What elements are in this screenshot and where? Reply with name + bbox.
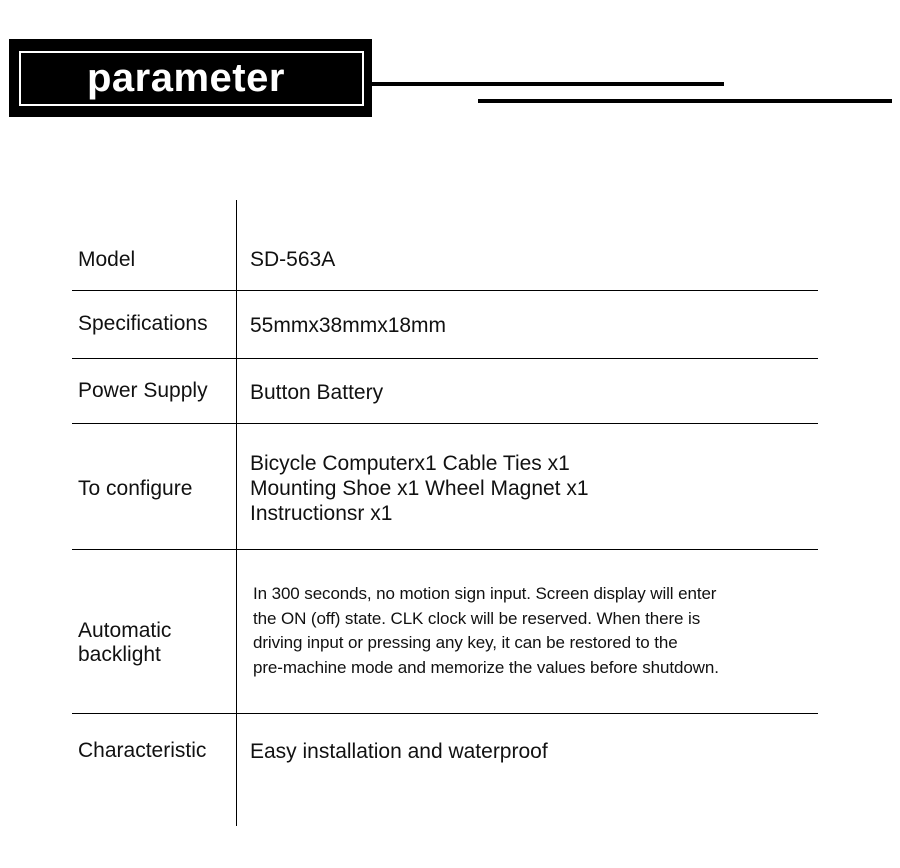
row-label: To configure bbox=[78, 477, 193, 500]
row-value: Button Battery bbox=[250, 381, 384, 404]
row-value: In 300 seconds, no motion sign input. Screen display will enter the ON (off) state. CLK clock will be reserved. When there is driving input or pressing any key, it can be restored to the pre-machine mode and memorize the values before shutdown. bbox=[253, 584, 719, 677]
table-row-characteristic bbox=[72, 714, 818, 826]
row-label: Power Supply bbox=[78, 379, 208, 402]
header-rule-lower bbox=[478, 99, 892, 103]
row-value: Easy installation and waterproof bbox=[250, 740, 548, 763]
row-label: Automatic backlight bbox=[78, 619, 172, 666]
header-banner-frame bbox=[19, 51, 364, 106]
row-value: Bicycle Computerx1 Cable Ties x1 Mounting Shoe x1 Wheel Magnet x1 Instructionsr x1 bbox=[250, 452, 589, 525]
table-row-power-supply bbox=[72, 359, 818, 423]
row-value: 55mmx38mmx18mm bbox=[250, 314, 447, 337]
row-label: Characteristic bbox=[78, 739, 207, 762]
row-label: Specifications bbox=[78, 312, 208, 335]
table-row-to-configure bbox=[72, 424, 818, 549]
page-title: parameter bbox=[87, 56, 285, 100]
parameter-table bbox=[72, 200, 818, 826]
row-value: SD-563A bbox=[250, 248, 336, 271]
table-row-automatic-backlight bbox=[72, 550, 818, 713]
header-banner bbox=[9, 39, 372, 117]
table-row-specifications bbox=[72, 291, 818, 358]
header-rule-upper bbox=[372, 82, 724, 86]
row-label: Model bbox=[78, 248, 136, 271]
table-row-model bbox=[72, 200, 818, 290]
